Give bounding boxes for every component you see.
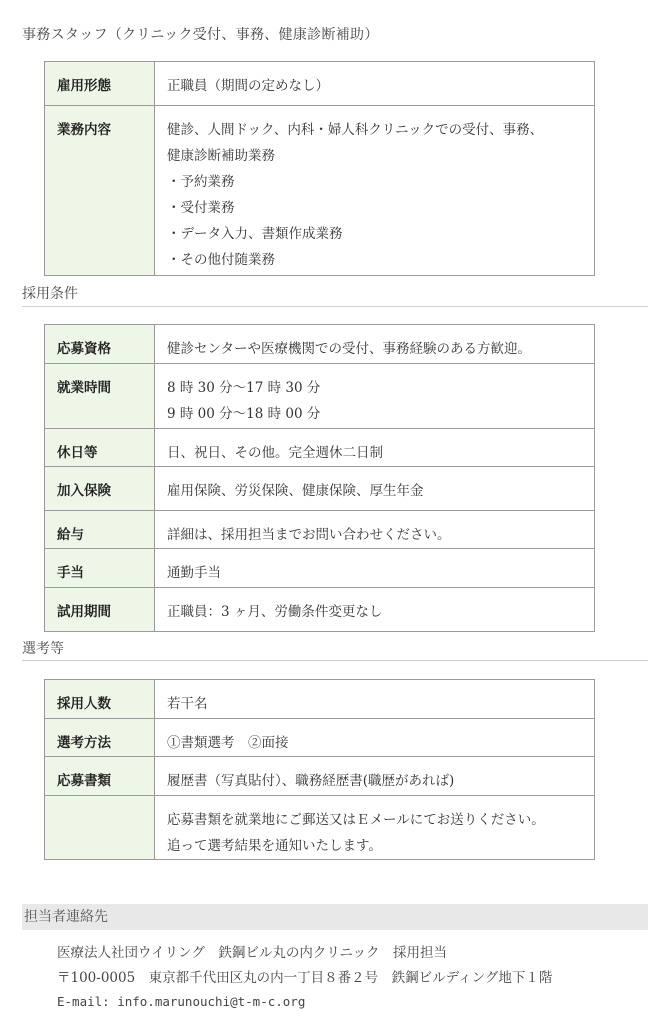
table-row [45, 62, 595, 106]
row-label [45, 796, 155, 860]
value-line: ・受付業務 [167, 200, 235, 216]
page-title: 事務スタッフ（クリニック受付、事務、健康診断補助） [22, 27, 379, 43]
row-value [155, 680, 595, 719]
table-row [45, 106, 595, 276]
table-row [45, 757, 595, 796]
row-label: 業務内容 [45, 106, 155, 276]
row-label: 選考方法 [45, 719, 155, 757]
row-label: 応募書類 [45, 757, 155, 796]
value-line: 健康診断補助業務 [167, 148, 275, 164]
table-row [45, 325, 595, 364]
value-line: 正職員：3 ヶ月、労働条件変更なし [167, 604, 383, 620]
row-value [155, 796, 595, 860]
value-line: ・その他付随業務 [167, 252, 275, 268]
row-value [155, 364, 595, 429]
row-value [155, 511, 595, 549]
row-label: 雇用形態 [45, 62, 155, 106]
job-table [44, 61, 595, 276]
row-value [155, 467, 595, 511]
row-value [155, 757, 595, 796]
value-line: 正職員（期間の定めなし） [167, 78, 329, 94]
row-value [155, 719, 595, 757]
table-row [45, 796, 595, 860]
value-line: 雇用保険、労災保険、健康保険、厚生年金 [167, 483, 424, 499]
row-label: 手当 [45, 549, 155, 588]
table-row [45, 549, 595, 588]
value-line: 若干名 [167, 696, 208, 712]
row-label: 休日等 [45, 429, 155, 467]
table-row [45, 467, 595, 511]
row-label: 採用人数 [45, 680, 155, 719]
contact-email[interactable]: E-mail: info.marunouchi@t-m-c.org [57, 994, 306, 1009]
conditions-table [44, 324, 595, 632]
value-line: 日、祝日、その他。完全週休二日制 [167, 445, 383, 461]
section-title-conditions: 採用条件 [22, 286, 78, 302]
value-line: 通勤手当 [167, 565, 221, 581]
value-line: 応募書類を就業地にご郵送又はＥメールにてお送りください。 [167, 812, 545, 828]
section-divider [22, 660, 648, 661]
value-line: ①書類選考 ②面接 [167, 735, 289, 751]
value-line: 9 時 00 分～18 時 00 分 [167, 406, 321, 422]
table-row [45, 511, 595, 549]
value-line: 詳細は、採用担当までお問い合わせください。 [167, 527, 451, 543]
row-value [155, 106, 595, 276]
table-row [45, 719, 595, 757]
row-label: 応募資格 [45, 325, 155, 364]
row-label: 就業時間 [45, 364, 155, 429]
row-label: 加入保険 [45, 467, 155, 511]
value-line: 8 時 30 分～17 時 30 分 [167, 380, 321, 396]
selection-table [44, 679, 595, 860]
row-value [155, 62, 595, 106]
value-line: 追って選考結果を通知いたします。 [167, 838, 382, 854]
row-value [155, 429, 595, 467]
value-line: 履歴書（写真貼付）、職務経歴書(職歴があれば) [167, 773, 455, 789]
row-label: 給与 [45, 511, 155, 549]
contact-organization: 医療法人社団ウイリング 鉄鋼ビル丸の内クリニック 採用担当 [57, 945, 448, 961]
table-row [45, 680, 595, 719]
value-line: ・予約業務 [167, 174, 235, 190]
value-line: 健診センターや医療機関での受付、事務経験のある方歓迎。 [167, 341, 531, 357]
section-divider [22, 306, 648, 307]
row-value [155, 588, 595, 632]
row-label: 試用期間 [45, 588, 155, 632]
row-value [155, 549, 595, 588]
table-row [45, 429, 595, 467]
contact-header [22, 904, 648, 930]
value-line: ・データ入力、書類作成業務 [167, 226, 343, 242]
contact-header-label: 担当者連絡先 [24, 909, 108, 925]
contact-address: 〒100-0005 東京都千代田区丸の内一丁目８番２号 鉄鋼ビルディング地下１階 [57, 970, 553, 986]
section-title-selection: 選考等 [22, 641, 64, 657]
table-row [45, 588, 595, 632]
table-row [45, 364, 595, 429]
row-value [155, 325, 595, 364]
value-line: 健診、人間ドック、内科・婦人科クリニックでの受付、事務、 [167, 122, 544, 138]
